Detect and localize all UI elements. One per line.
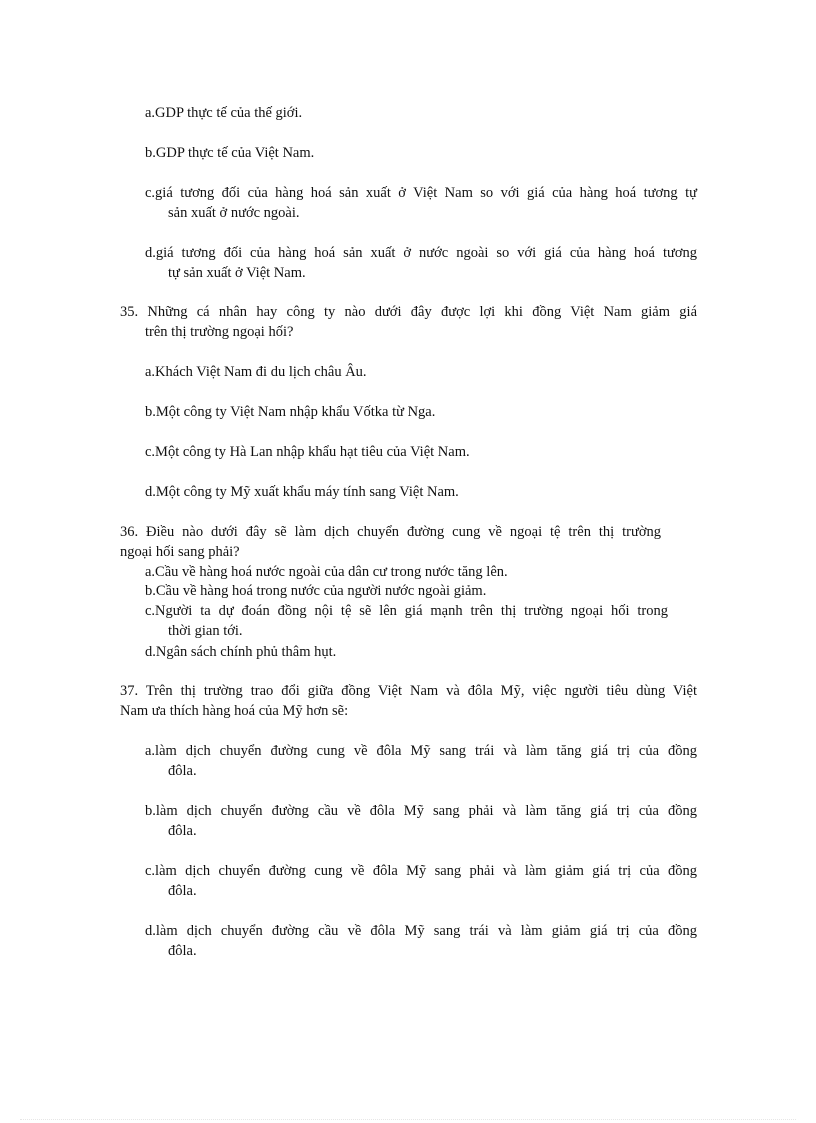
- q37-option-d-line2: đôla.: [168, 943, 197, 959]
- q37-option-a-line1: a.làm dịch chuyển đường cung về đôla Mỹ sang trái và làm tăng giá trị của đồng: [145, 743, 697, 759]
- q37-option-d-line1: d.làm dịch chuyển đường cầu về đôla Mỹ sang trái và làm giảm giá trị của đồng: [145, 923, 697, 939]
- q36-question-line1: 36. Điều nào dưới đây sẽ làm dịch chuyển đường cung về ngoại tệ trên thị trường: [120, 524, 661, 540]
- q36-question-line2: ngoại hối sang phải?: [120, 544, 240, 560]
- q35-option-c: c.Một công ty Hà Lan nhập khẩu hạt tiêu của Việt Nam.: [145, 444, 470, 460]
- q34-option-a: a.GDP thực tế của thế giới.: [145, 105, 303, 121]
- q34-option-d-line1: d.giá tương đối của hàng hoá sản xuất ở nước ngoài so với giá của hàng hoá tương: [145, 245, 697, 261]
- q34-option-c-line1: c.giá tương đối của hàng hoá sản xuất ở Việt Nam so với giá của hàng hoá tương tự: [145, 185, 697, 201]
- q37-option-c-line2: đôla.: [168, 883, 197, 899]
- q36-option-c-line2: thời gian tới.: [168, 623, 243, 639]
- q37-option-a-line2: đôla.: [168, 763, 197, 779]
- page-bottom-divider: [20, 1119, 796, 1120]
- q35-option-d: d.Một công ty Mỹ xuất khẩu máy tính sang Việt Nam.: [145, 484, 459, 500]
- q35-option-a: a.Khách Việt Nam đi du lịch châu Âu.: [145, 364, 367, 380]
- q36-option-a: a.Cầu về hàng hoá nước ngoài của dân cư trong nước tăng lên.: [145, 564, 508, 580]
- q35-question-line1: 35. Những cá nhân hay công ty nào dưới đây được lợi khi đồng Việt Nam giảm giá: [120, 304, 697, 320]
- q35-option-b: b.Một công ty Việt Nam nhập khẩu Vốtka từ Nga.: [145, 404, 436, 420]
- q36-option-d: d.Ngân sách chính phủ thâm hụt.: [145, 644, 337, 660]
- q34-option-c-line2: sản xuất ở nước ngoài.: [168, 205, 300, 221]
- q37-question-line1: 37. Trên thị trường trao đổi giữa đồng Việt Nam và đôla Mỹ, việc người tiêu dùng Việt: [120, 683, 697, 699]
- q37-option-c-line1: c.làm dịch chuyển đường cung về đôla Mỹ sang phải và làm giảm giá trị của đồng: [145, 863, 697, 879]
- q36-option-c-line1: c.Người ta dự đoán đồng nội tệ sẽ lên giá mạnh trên thị trường ngoại hối trong: [145, 603, 668, 619]
- q34-option-b: b.GDP thực tế của Việt Nam.: [145, 145, 315, 161]
- q37-question-line2: Nam ưa thích hàng hoá của Mỹ hơn sẽ:: [120, 703, 349, 719]
- q37-option-b-line2: đôla.: [168, 823, 197, 839]
- q37-option-b-line1: b.làm dịch chuyển đường cầu về đôla Mỹ sang phải và làm tăng giá trị của đồng: [145, 803, 697, 819]
- q34-option-d-line2: tự sản xuất ở Việt Nam.: [168, 265, 306, 281]
- q36-option-b: b.Cầu về hàng hoá trong nước của người nước ngoài giảm.: [145, 583, 487, 599]
- q35-question-line2: trên thị trường ngoại hối?: [145, 324, 294, 340]
